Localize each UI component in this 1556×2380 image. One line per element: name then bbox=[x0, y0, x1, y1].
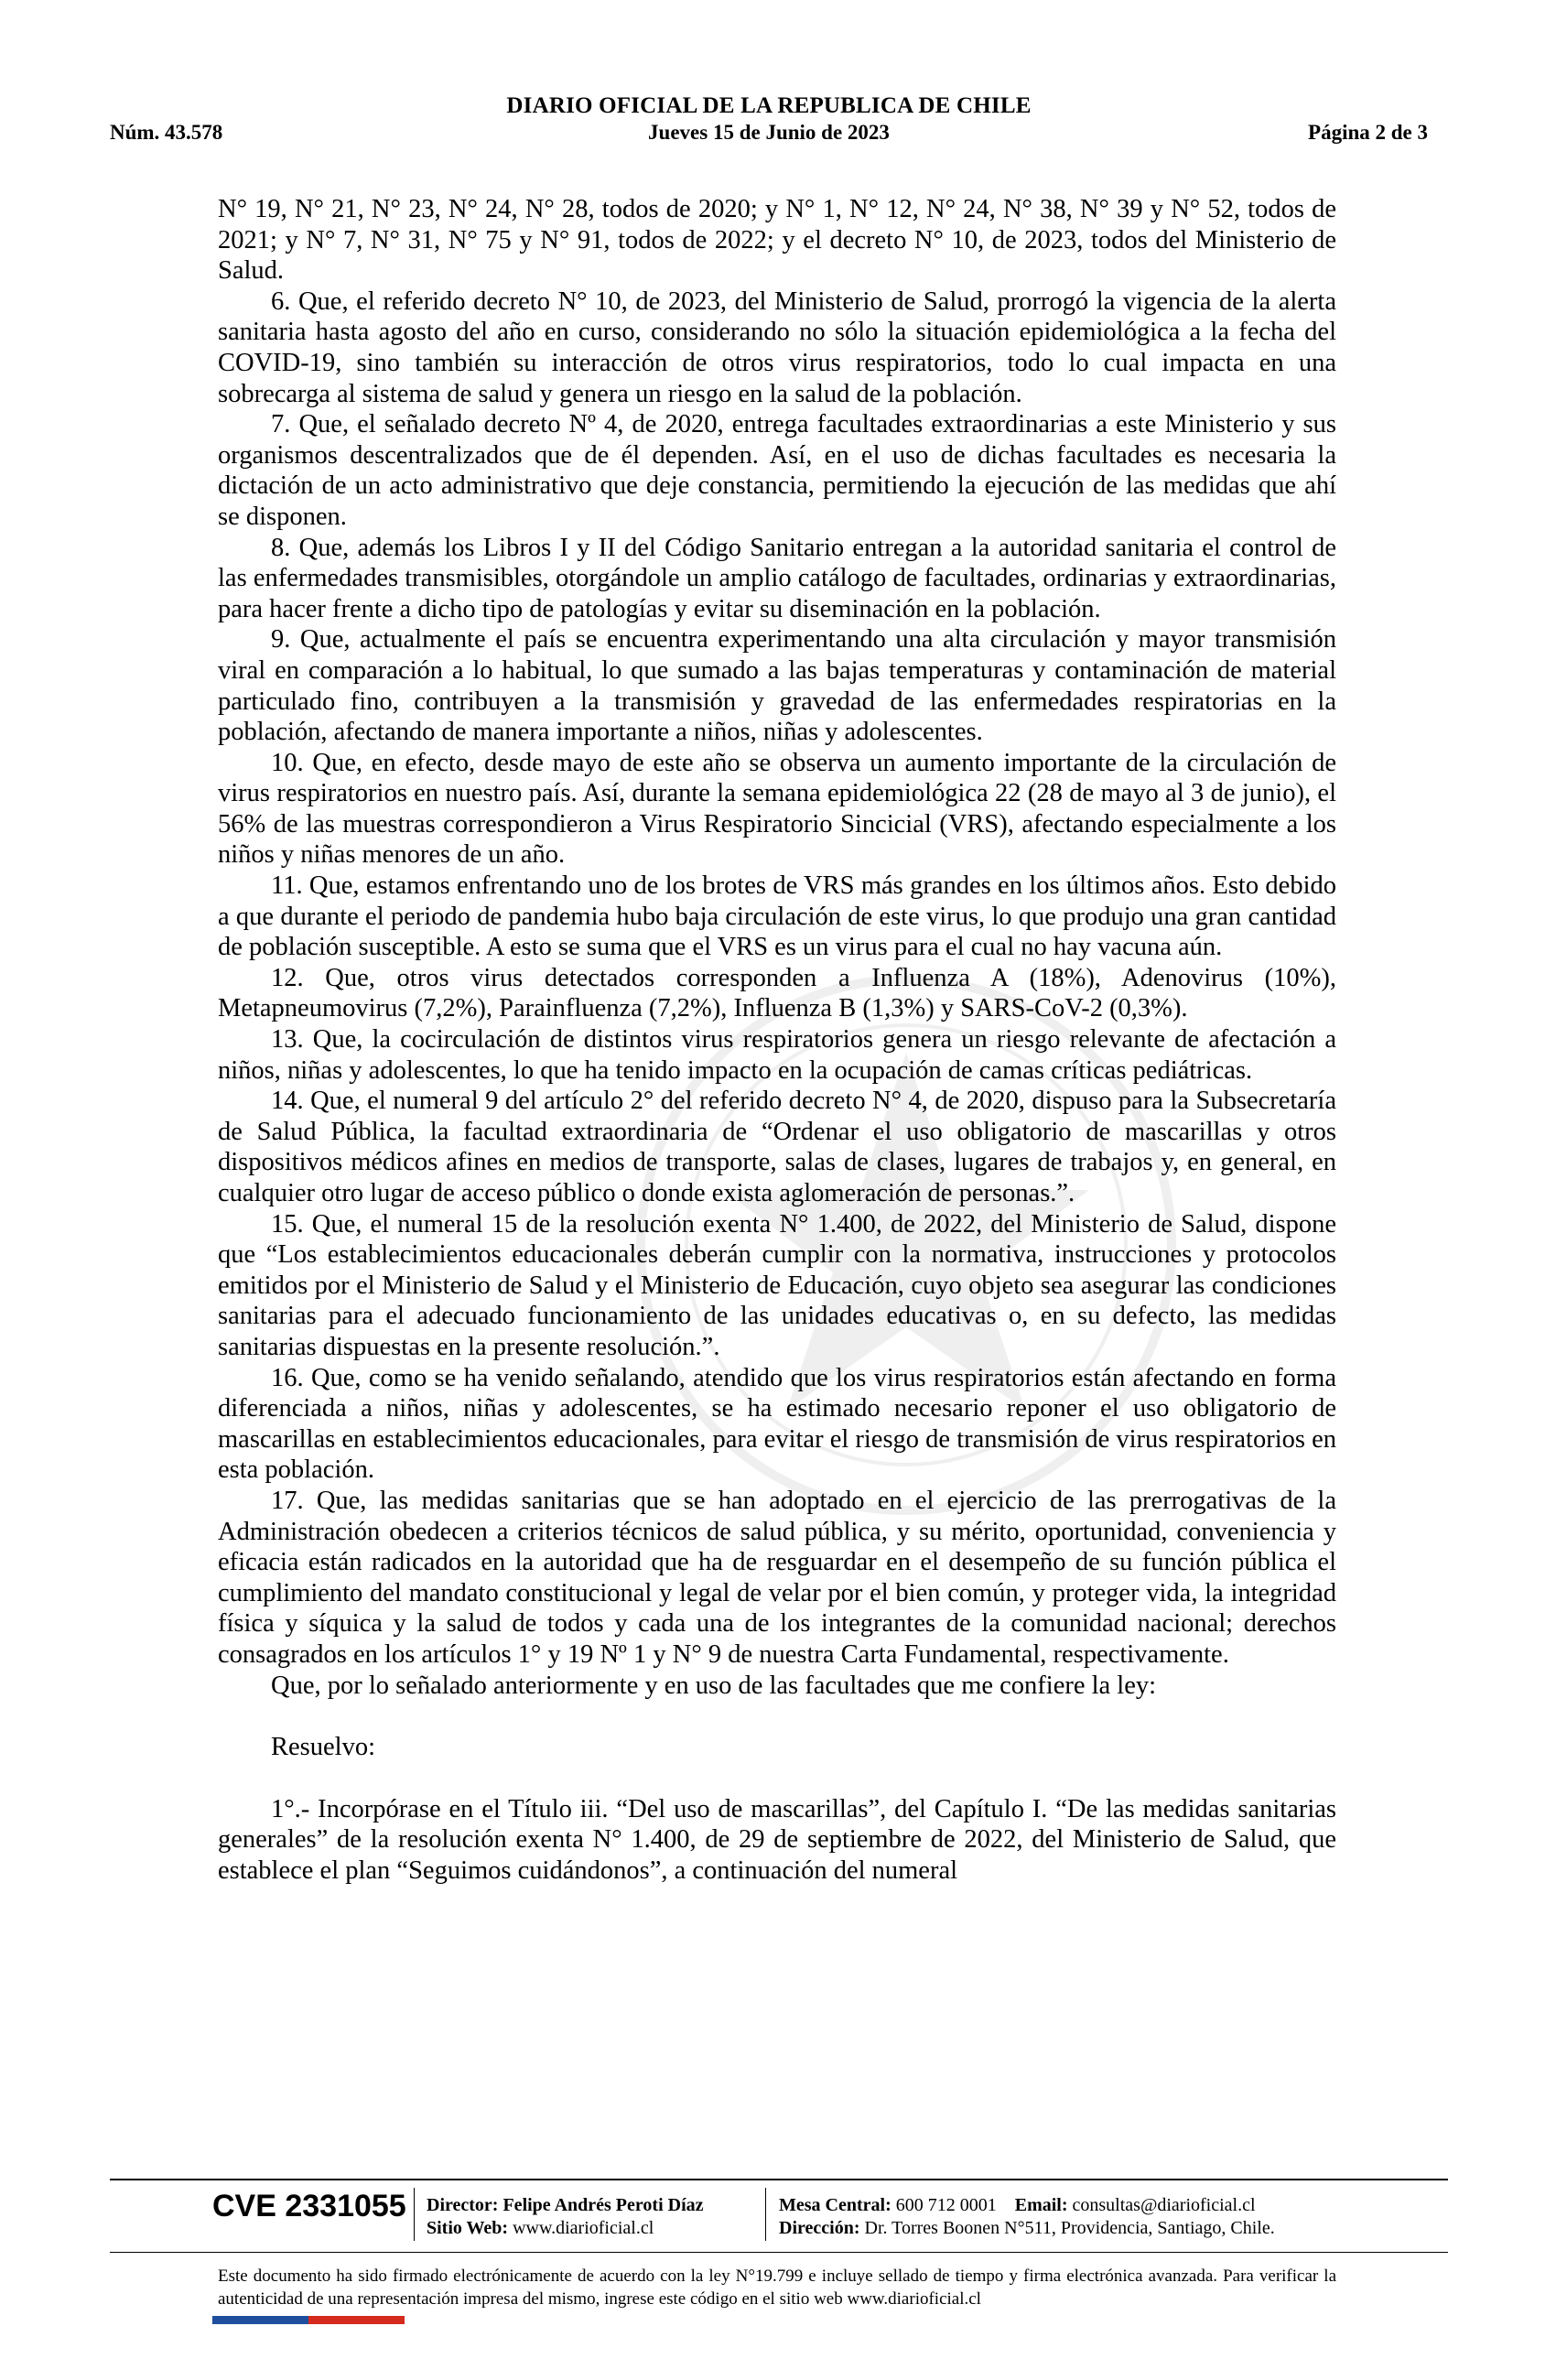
issue-date: Jueves 15 de Junio de 2023 bbox=[648, 121, 890, 144]
page-header bbox=[110, 92, 1428, 150]
footer-director-block bbox=[427, 2194, 704, 2240]
paragraph-13: 13. Que, la cocirculación de distintos virus respiratorios genera un riesgo relevante de afectación a niños, niñas y adolescentes, lo que ha tenido impacto en la ocupación de camas críticas pediátricas. bbox=[218, 1025, 1336, 1085]
paragraph-12: 12. Que, otros virus detectados corresponden a Influenza A (18%), Adenovirus (10%), Metapneumovirus (7,2%), Parainfluenza (7,2%), Influenza B (1,3%) y SARS-CoV-2 (0,3%). bbox=[218, 963, 1336, 1023]
website-link[interactable]: www.diarioficial.cl bbox=[513, 2218, 654, 2238]
website-label: Sitio Web: bbox=[427, 2218, 509, 2238]
footer-separator bbox=[765, 2188, 766, 2241]
cve-code: CVE 2331055 bbox=[212, 2189, 406, 2223]
paragraph-17: 17. Que, las medidas sanitarias que se han adoptado en el ejercicio de las prerrogativas de la Administración obedecen a criterios técnicos de salud pública, y su mérito, oportunidad, conveniencia y eficacia están radicados en la autoridad que ha de resguardar en el desempeño de su función pública el cumplimiento del mandato constitucional y legal de velar por el bien común, y proteger vida, la integridad física y síquica y la salud de todos y cada una de los integrantes de la comunidad nacional; derechos consagrados en los artículos 1° y 19 Nº 1 y N° 9 de nuestra Carta Fundamental, respectivamente. bbox=[218, 1486, 1336, 1669]
address-value: Dr. Torres Boonen N°511, Providencia, Santiago, Chile. bbox=[864, 2218, 1275, 2238]
email-link[interactable]: consultas@diarioficial.cl bbox=[1072, 2195, 1256, 2215]
paragraph-15: 15. Que, el numeral 15 de la resolución exenta N° 1.400, de 2022, del Ministerio de Salud, dispone que “Los establecimientos educacionales deberán cumplir con la normativa, instrucciones y protocolos emitidos por el Ministerio de Salud y el Ministerio de Educación, cuyo objeto sea asegurar las condiciones sanitarias para el adecuado funcionamiento de las unidades educativas o, en su defecto, las medidas sanitarias dispuestas en la presente resolución.”. bbox=[218, 1209, 1336, 1361]
newspaper-title: DIARIO OFICIAL DE LA REPUBLICA DE CHILE bbox=[506, 93, 1032, 118]
phone-label: Mesa Central: bbox=[779, 2195, 891, 2215]
flag-red-stripe bbox=[308, 2316, 405, 2324]
paragraph-resolve: Resuelvo: bbox=[271, 1733, 375, 1762]
paragraph-8: 8. Que, además los Libros I y II del Código Sanitario entregan a la autoridad sanitaria el control de las enfermedades transmisibles, otorgándole un amplio catálogo de facultades, ordinarias y extraordinarias, para hacer frente a dicho tipo de patologías y evitar su diseminación en la población. bbox=[218, 533, 1336, 623]
paragraph-10: 10. Que, en efecto, desde mayo de este año se observa un aumento importante de la circulación de virus respiratorios en nuestro país. Así, durante la semana epidemiológica 22 (28 de mayo al 3 de junio), el 56% de las muestras correspondieron a Virus Respiratorio Sincicial (VRS), afectando especialmente a los niños y niñas menores de un año. bbox=[218, 748, 1336, 870]
paragraph-6: 6. Que, el referido decreto N° 10, de 2023, del Ministerio de Salud, prorrogó la vigencia de la alerta sanitaria hasta agosto del año en curso, considerando no sólo la situación epidemiológica a la fecha del COVID-19, sino también su interacción de otros virus respiratorios, todo lo cual impacta en una sobrecarga al sistema de salud y genera un riesgo en la salud de la población. bbox=[218, 287, 1336, 408]
legal-notice: Este documento ha sido firmado electrónicamente de acuerdo con la ley N°19.799 e incluye sellado de tiempo y firma electrónica avanzada. Para verificar la autenticidad de una representación impresa del mismo, ingrese este código en el sitio web www.diarioficial.cl bbox=[218, 2266, 1336, 2309]
page-indicator: Página 2 de 3 bbox=[1308, 121, 1428, 144]
issue-number: Núm. 43.578 bbox=[110, 121, 223, 144]
paragraph-considering: Que, por lo señalado anteriormente y en uso de las facultades que me confiere la ley: bbox=[271, 1671, 1157, 1700]
director-value: Felipe Andrés Peroti Díaz bbox=[502, 2195, 704, 2215]
footer-top-rule bbox=[110, 2179, 1448, 2180]
paragraph-continuation: N° 19, N° 21, N° 23, N° 24, N° 28, todos de 2020; y N° 1, N° 12, N° 24, N° 38, N° 39 y N° 52, todos de 2021; y N° 7, N° 31, N° 75 y N° 91, todos de 2022; y el decreto N° 10, de 2023, todos del Ministerio de Salud. bbox=[218, 195, 1336, 286]
footer-separator bbox=[414, 2188, 415, 2241]
document-body bbox=[218, 194, 1336, 1886]
paragraph-14: 14. Que, el numeral 9 del artículo 2° del referido decreto N° 4, de 2020, dispuso para la Subsecretaría de Salud Pública, la facultad extraordinaria de “Ordenar el uso obligatorio de mascarillas y otros dispositivos médicos afines en medios de transporte, salas de clases, lugares de trabajos y, en general, en cualquier otro lugar de acceso público o donde exista aglomeración de personas.”. bbox=[218, 1087, 1336, 1207]
footer-bottom-rule bbox=[110, 2252, 1448, 2253]
paragraph-16: 16. Que, como se ha venido señalando, atendido que los virus respiratorios están afectando en forma diferenciada a niños, niñas y adolescentes, se ha estimado necesario reponer el uso obligatorio de mascarillas en establecimientos educacionales, para evitar el riesgo de transmisión de virus respiratorios en esta población. bbox=[218, 1363, 1336, 1485]
paragraph-resolution-1: 1°.- Incorpórase en el Título iii. “Del uso de mascarillas”, del Capítulo I. “De las medidas sanitarias generales” de la resolución exenta N° 1.400, de 29 de septiembre de 2022, del Ministerio de Salud, que establece el plan “Seguimos cuidándonos”, a continuación del numeral bbox=[218, 1794, 1336, 1885]
paragraph-9: 9. Que, actualmente el país se encuentra experimentando una alta circulación y mayor transmisión viral en comparación a lo habitual, lo que sumado a las bajas temperaturas y contaminación de material particulado fino, contribuyen a la transmisión y gravedad de las enfermedades respiratorias en la población, afectando de manera importante a niños, niñas y adolescentes. bbox=[218, 625, 1336, 747]
paragraph-11: 11. Que, estamos enfrentando uno de los brotes de VRS más grandes en los últimos años. Esto debido a que durante el periodo de pandemia hubo baja circulación de este virus, lo que produjo una gran cantidad de población susceptible. A esto se suma que el VRS es un virus para el cual no hay vacuna aún. bbox=[218, 871, 1336, 962]
director-label: Director: bbox=[427, 2195, 499, 2215]
phone-value: 600 712 0001 bbox=[895, 2195, 997, 2215]
chile-flag-bar bbox=[212, 2316, 405, 2324]
paragraph-7: 7. Que, el señalado decreto Nº 4, de 2020, entrega facultades extraordinarias a este Ministerio y sus organismos descentralizados que de él dependen. Así, en el uso de dichas facultades es necesaria la dictación de un acto administrativo que deje constancia, permitiendo la ejecución de las medidas que ahí se disponen. bbox=[218, 410, 1336, 531]
address-label: Dirección: bbox=[779, 2218, 860, 2238]
email-label: Email: bbox=[1014, 2195, 1068, 2215]
footer-contact-block bbox=[779, 2194, 1275, 2240]
flag-blue-stripe bbox=[212, 2316, 308, 2324]
